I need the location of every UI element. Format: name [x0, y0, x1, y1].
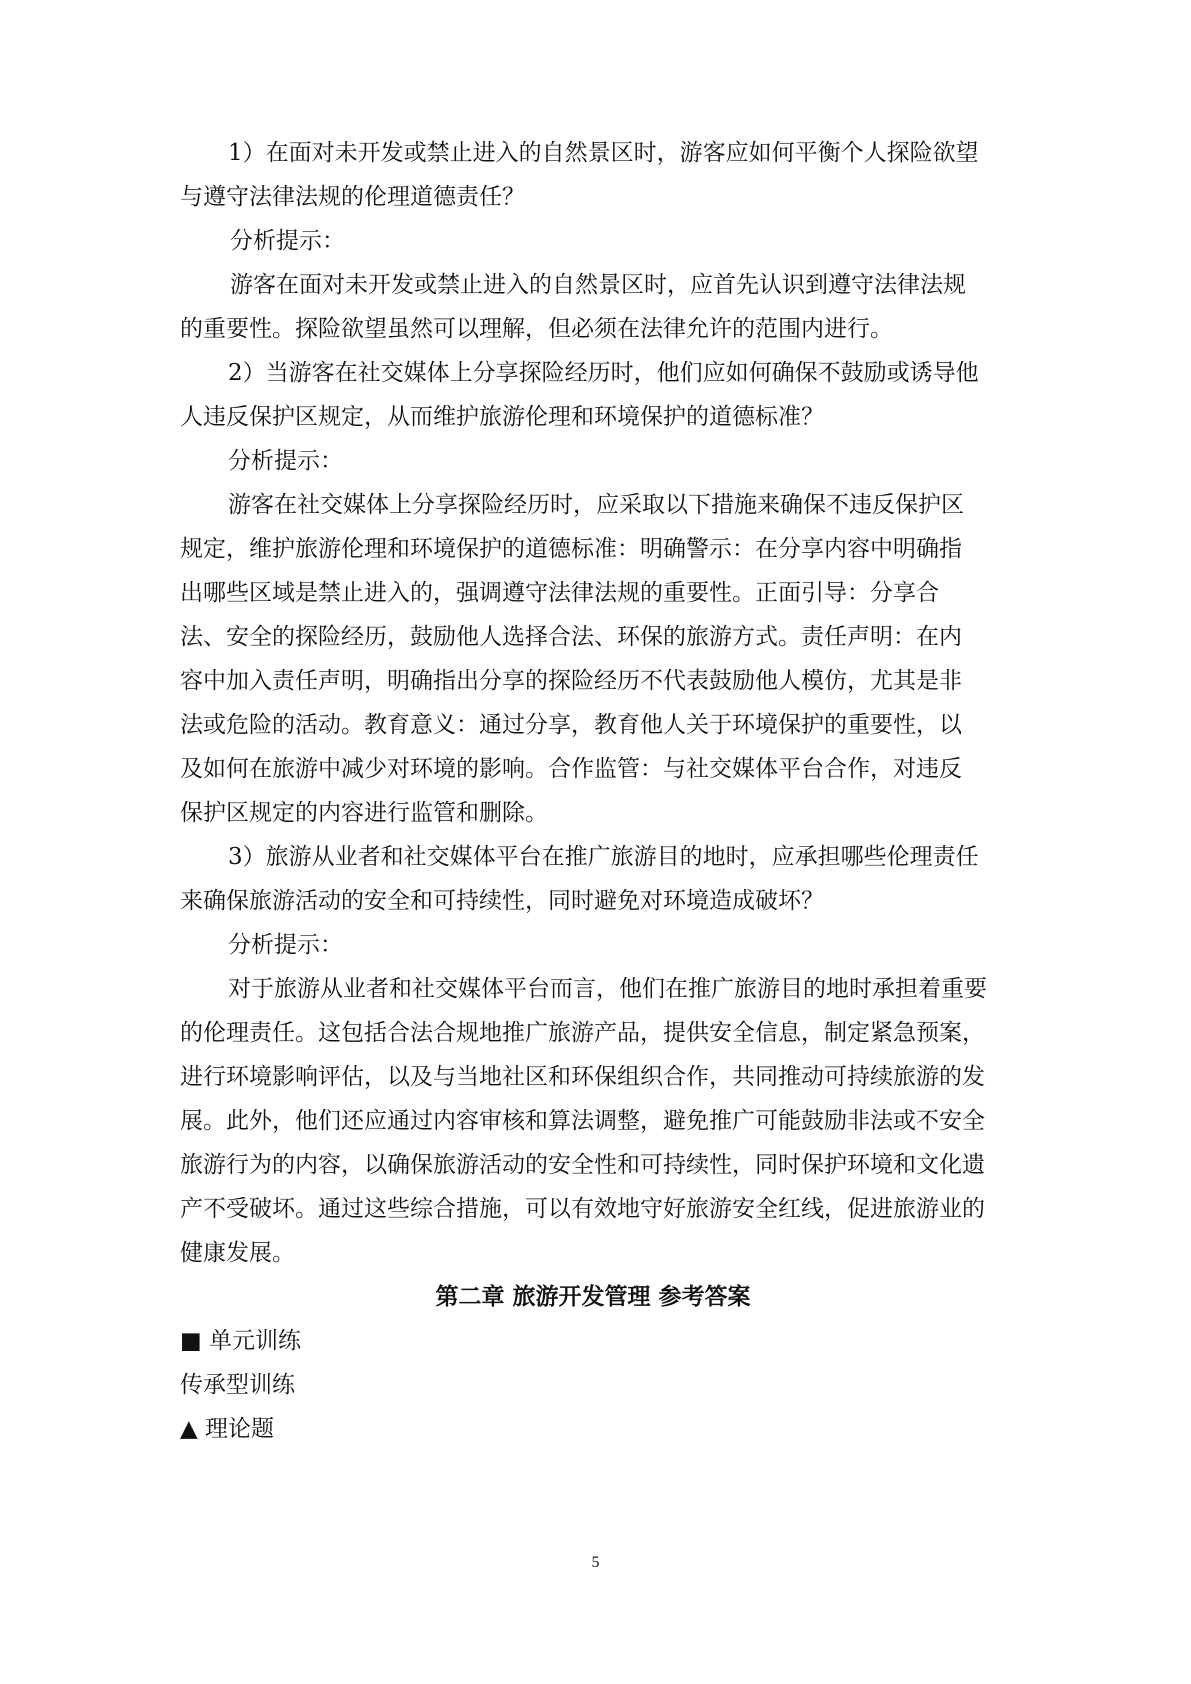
- answer-1-line-1: 游客在面对未开发或禁止进入的自然景区时，应首先认识到遵守法律法规: [230, 272, 966, 298]
- answer-2-line-6: 法或危险的活动。教育意义：通过分享，教育他人关于环境保护的重要性，以: [180, 712, 962, 738]
- answer-2-line-3: 出哪些区域是禁止进入的，强调遵守法律法规的重要性。正面引导：分享合: [180, 580, 939, 606]
- answer-2-line-8: 保护区规定的内容进行监管和删除。: [180, 800, 548, 826]
- answer-3-line-1: 对于旅游从业者和社交媒体平台而言，他们在推广旅游目的地时承担着重要: [228, 976, 987, 1002]
- answer-3-line-7: 健康发展。: [180, 1240, 295, 1266]
- answer-2-line-1: 游客在社交媒体上分享探险经历时，应采取以下措施来确保不违反保护区: [228, 492, 964, 518]
- section-unit-training: ■ 单元训练: [180, 1328, 302, 1354]
- answer-3-line-4: 展。此外，他们还应通过内容审核和算法调整，避免推广可能鼓励非法或不安全: [180, 1108, 985, 1134]
- answer-3-line-2: 的伦理责任。这包括合法合规地推广旅游产品，提供安全信息，制定紧急预案，: [180, 1020, 985, 1046]
- question-1-line-2: 与遵守法律法规的伦理道德责任？: [180, 184, 525, 210]
- question-2-line-1: 2）当游客在社交媒体上分享探险经历时，他们应如何确保不鼓励或诱导他: [228, 360, 979, 386]
- answer-2-line-4: 法、安全的探险经历，鼓励他人选择合法、环保的旅游方式。责任声明：在内: [180, 624, 962, 650]
- question-2-line-2: 人违反保护区规定，从而维护旅游伦理和环境保护的道德标准？: [180, 404, 824, 430]
- question-3-line-1: 3）旅游从业者和社交媒体平台在推广旅游目的地时，应承担哪些伦理责任: [228, 844, 979, 870]
- analysis-hint-label-3: 分析提示：: [228, 932, 343, 958]
- question-1-line-1: 1）在面对未开发或禁止进入的自然景区时，游客应如何平衡个人探险欲望: [228, 140, 979, 166]
- analysis-hint-label-2: 分析提示：: [228, 448, 343, 474]
- analysis-hint-label-1: 分析提示：: [230, 228, 345, 254]
- answer-2-line-7: 及如何在旅游中减少对环境的影响。合作监管：与社交媒体平台合作，对违反: [180, 756, 962, 782]
- answer-3-line-3: 进行环境影响评估，以及与当地社区和环保组织合作，共同推动可持续旅游的发: [180, 1064, 985, 1090]
- section-theory-questions: ▲ 理论题: [180, 1416, 274, 1442]
- answer-3-line-5: 旅游行为的内容，以确保旅游活动的安全性和可持续性，同时保护环境和文化遗: [180, 1152, 985, 1178]
- chapter-title: 第二章 旅游开发管理 参考答案: [435, 1284, 751, 1310]
- answer-3-line-6: 产不受破坏。通过这些综合措施，可以有效地守好旅游安全红线，促进旅游业的: [180, 1196, 985, 1222]
- page-number: 5: [591, 1554, 600, 1571]
- answer-1-line-2: 的重要性。探险欲望虽然可以理解，但必须在法律允许的范围内进行。: [180, 316, 893, 342]
- section-inheritance-training: 传承型训练: [180, 1372, 295, 1398]
- question-3-line-2: 来确保旅游活动的安全和可持续性，同时避免对环境造成破坏？: [180, 888, 824, 914]
- answer-2-line-2: 规定，维护旅游伦理和环境保护的道德标准：明确警示：在分享内容中明确指: [180, 536, 962, 562]
- answer-2-line-5: 容中加入责任声明，明确指出分享的探险经历不代表鼓励他人模仿，尤其是非: [180, 668, 962, 694]
